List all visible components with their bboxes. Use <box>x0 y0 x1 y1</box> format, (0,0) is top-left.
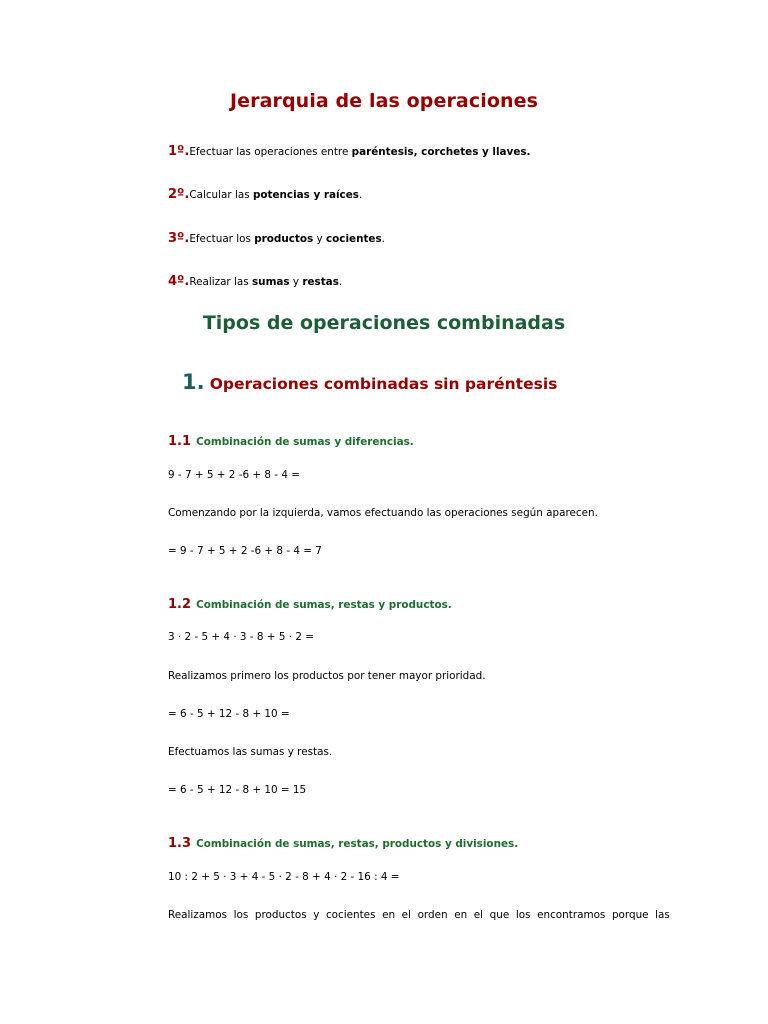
step-text: Realizar las <box>189 276 252 288</box>
explanation: Efectuamos las sumas y restas. <box>168 746 333 758</box>
explanation: Comenzando por la izquierda, vamos efectuando las operaciones según aparecen. <box>168 507 598 519</box>
section-number: 1. <box>182 370 205 394</box>
step-text: Calcular las <box>189 189 253 201</box>
subsection-1-2-heading <box>168 593 452 612</box>
explanation: Realizamos primero los productos por tener mayor prioridad. <box>168 670 486 682</box>
step-bold-2: restas <box>302 276 339 288</box>
section-heading-text: Operaciones combinadas sin paréntesis <box>209 375 558 393</box>
step-bold: sumas <box>251 276 290 288</box>
step-number: 3º. <box>168 231 190 246</box>
step-2 <box>168 183 362 202</box>
step-number: 4º. <box>168 274 190 289</box>
step-number: 2º. <box>168 187 190 202</box>
step-bold: potencias y raíces <box>252 189 359 201</box>
subsection-1-1-heading <box>168 430 414 449</box>
expression: 3 · 2 - 5 + 4 · 3 - 8 + 5 · 2 = <box>168 631 314 643</box>
subsection-title: Combinación de sumas y diferencias. <box>196 436 414 448</box>
subsection-number: 1.1 <box>168 434 192 449</box>
step-text-end: . <box>358 189 363 201</box>
result: = 9 - 7 + 5 + 2 -6 + 8 - 4 = 7 <box>168 545 322 557</box>
step-3 <box>168 227 385 246</box>
step-bold: productos <box>254 233 314 245</box>
subsection-number: 1.3 <box>168 836 192 851</box>
subsection-1-3-heading <box>168 832 518 851</box>
step-1 <box>168 140 531 159</box>
step-4 <box>168 270 342 289</box>
step-bold: paréntesis, corchetes y llaves. <box>351 146 531 158</box>
subsection-title: Combinación de sumas, restas y productos. <box>196 599 452 611</box>
result: = 6 - 5 + 12 - 8 + 10 = 15 <box>168 784 307 796</box>
expression: 9 - 7 + 5 + 2 -6 + 8 - 4 = <box>168 469 300 481</box>
step-text-end: . <box>338 276 343 288</box>
subsection-title: Combinación de sumas, restas, productos y divisiones. <box>196 838 519 850</box>
step-bold-2: cocientes <box>326 233 382 245</box>
step-text-mid: y <box>289 276 303 288</box>
step-text-mid: y <box>313 233 326 245</box>
step-text-end: . <box>381 233 385 245</box>
step-text: Efectuar las operaciones entre <box>189 146 352 158</box>
expression: 10 : 2 + 5 · 3 + 4 - 5 · 2 - 8 + 4 · 2 - 16 : 4 = <box>168 871 400 883</box>
subsection-number: 1.2 <box>168 597 192 612</box>
step-text: Efectuar los <box>189 233 255 245</box>
page-title: Jerarquia de las operaciones <box>229 90 539 112</box>
step-number: 1º. <box>168 144 190 159</box>
section-title: Tipos de operaciones combinadas <box>202 312 566 334</box>
explanation: Realizamos los productos y cocientes en el orden en el que los encontramos porque las <box>168 909 670 921</box>
section-1-heading <box>182 370 557 394</box>
intermediate-step: = 6 - 5 + 12 - 8 + 10 = <box>168 708 290 720</box>
